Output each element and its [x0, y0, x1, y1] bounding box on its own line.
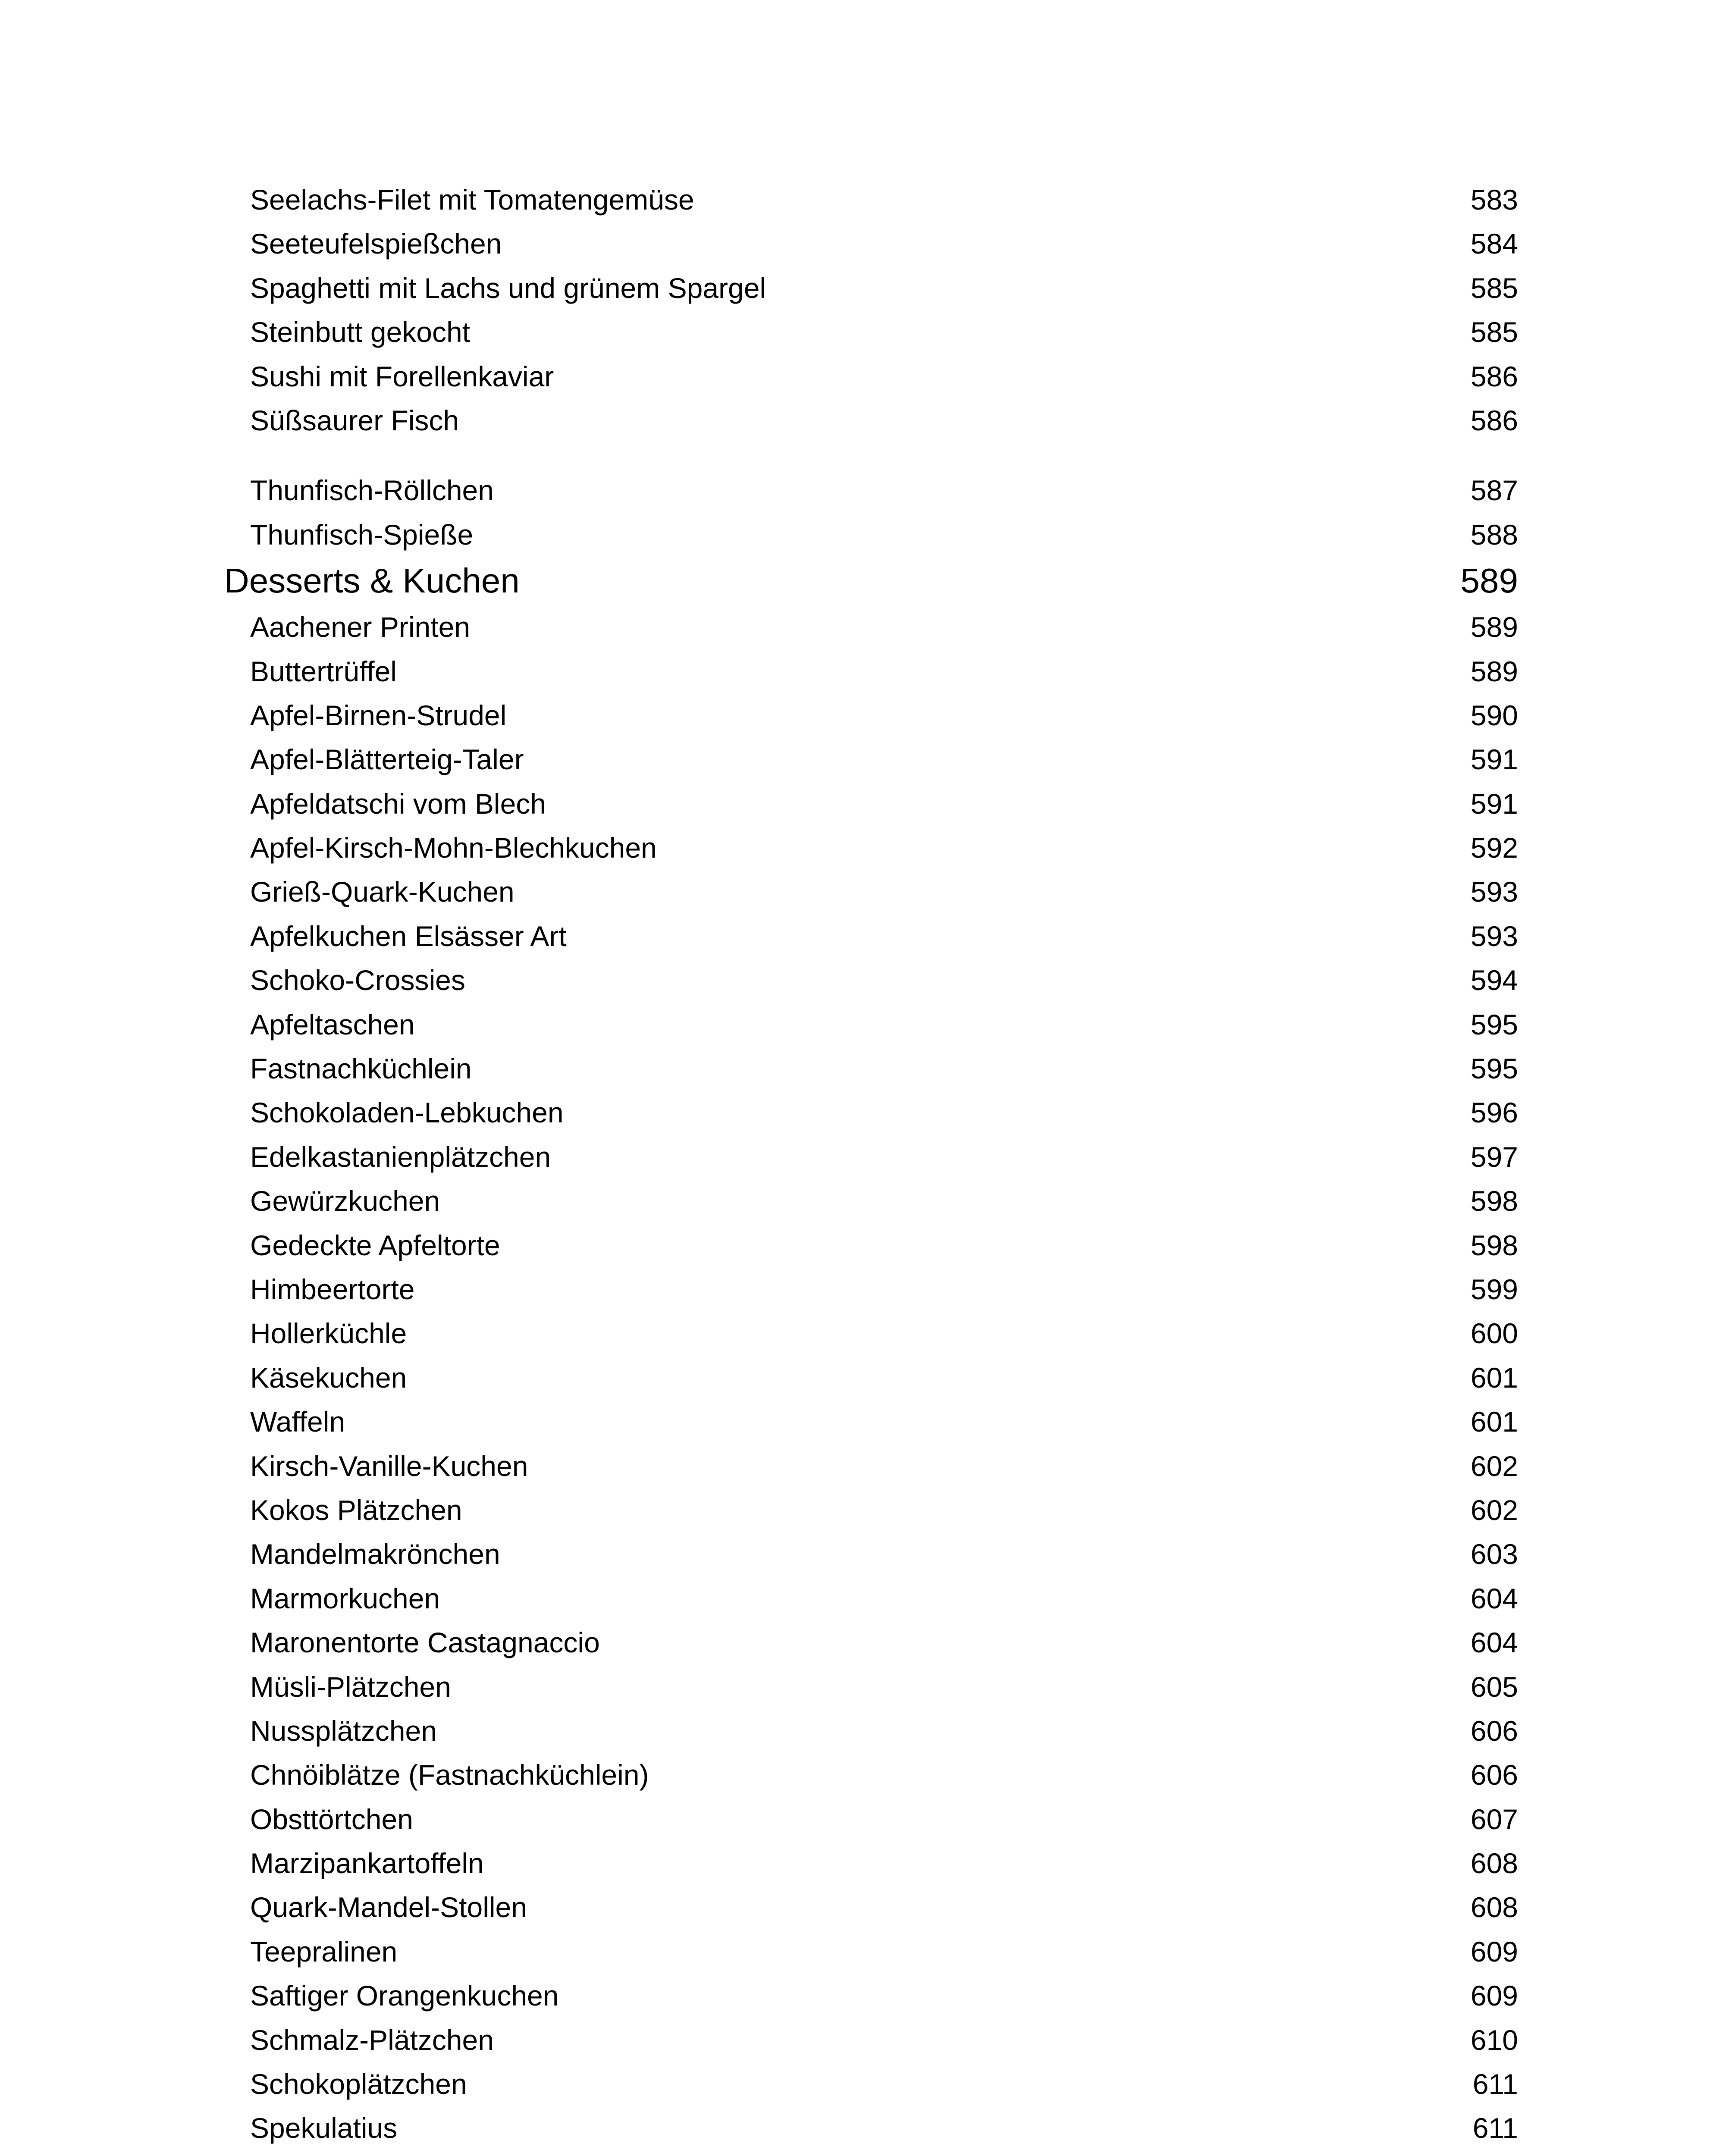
toc-entry-title: Mandelmakrönchen	[250, 1538, 500, 1570]
toc-entry-page-number: 606	[1470, 1714, 1518, 1747]
toc-entry-page-number: 601	[1470, 1406, 1518, 1438]
toc-entry-title: Seeteufelspießchen	[250, 228, 502, 260]
toc-entry-title: Sushi mit Forellenkaviar	[250, 360, 554, 392]
toc-entry-page-number	[1471, 2150, 1518, 2156]
toc-entry-page-number: 610	[1470, 2024, 1518, 2056]
toc-entry-title: Apfel-Kirsch-Mohn-Blechkuchen	[250, 832, 657, 864]
toc-entry[interactable]	[224, 468, 1518, 512]
toc-entry-page-number: 611	[1472, 2112, 1518, 2144]
toc-entry[interactable]	[224, 2150, 1518, 2156]
toc-entry-title: Teepralinen	[250, 1935, 398, 1968]
toc-entry-title: Marzipankartoffeln	[250, 1847, 484, 1880]
toc-entry-title: Quark-Mandel-Stollen	[250, 1891, 527, 1924]
toc-entry[interactable]	[224, 1356, 1518, 1400]
toc-entry-page-number: 600	[1470, 1317, 1518, 1350]
toc-entry-page-number: 585	[1470, 316, 1518, 348]
toc-entry-title: Apfel-Blätterteig-Taler	[250, 743, 524, 776]
toc-entry[interactable]	[224, 914, 1518, 958]
toc-entry-title: Käsekuchen	[250, 1361, 407, 1394]
toc-entry[interactable]	[224, 693, 1518, 737]
toc-entry-title: Schokoplätzchen	[250, 2068, 467, 2100]
toc-entry-title: Apfelkuchen Elsässer Art	[250, 920, 567, 952]
toc-entry-title: Buttertrüffel	[250, 655, 397, 687]
toc-entry-title: Gedeckte Apfeltorte	[250, 1229, 500, 1261]
toc-entry[interactable]	[224, 1444, 1518, 1488]
toc-entry[interactable]	[224, 398, 1518, 442]
section-title: Desserts & Kuchen	[224, 561, 520, 600]
toc-entry-page-number: 604	[1470, 1626, 1518, 1659]
toc-entry-title: Edelkastanienplätzchen	[250, 1141, 551, 1173]
toc-entry-page-number: 611	[1472, 2068, 1518, 2100]
toc-entry-page-number: 608	[1470, 1891, 1518, 1924]
toc-entry-title: Kirsch-Vanille-Kuchen	[250, 1450, 528, 1482]
toc-entry-title: Grieß-Quark-Kuchen	[250, 876, 515, 908]
toc-entry-title: Thunfisch-Röllchen	[250, 474, 494, 507]
toc-entry-page-number: 589	[1470, 611, 1518, 643]
toc-entry-title: Chnöiblätze (Fastnachküchlein)	[250, 1759, 649, 1791]
toc-entry-page-number: 598	[1470, 1229, 1518, 1261]
toc-spacer	[224, 442, 1518, 468]
toc-entry-page-number: 603	[1470, 1538, 1518, 1570]
toc-entry[interactable]	[224, 1841, 1518, 1885]
toc-block-fish-continued	[224, 468, 1518, 557]
toc-entry-page-number: 589	[1470, 655, 1518, 687]
toc-entry-page-number: 594	[1470, 964, 1518, 997]
toc-entry-page-number: 595	[1470, 1008, 1518, 1040]
toc-entry[interactable]	[224, 870, 1518, 914]
toc-entry-title: Maronentorte Castagnaccio	[250, 1626, 600, 1659]
toc-entry-page-number: 592	[1470, 832, 1518, 864]
toc-entry-page-number: 593	[1470, 920, 1518, 952]
toc-entry-page-number: 602	[1470, 1494, 1518, 1526]
toc-entry[interactable]	[224, 1974, 1518, 2018]
toc-entry-page-number: 596	[1470, 1097, 1518, 1129]
toc-entry-title: Kokos Plätzchen	[250, 1494, 462, 1526]
toc-entry[interactable]	[224, 310, 1518, 354]
toc-entry-page-number: 608	[1470, 1847, 1518, 1880]
toc-entry[interactable]	[224, 2018, 1518, 2062]
toc-entry[interactable]	[224, 1576, 1518, 1620]
toc-entry[interactable]	[224, 1665, 1518, 1709]
toc-entry-page-number: 601	[1470, 1361, 1518, 1394]
toc-entry-page-number: 585	[1470, 272, 1518, 304]
toc-entry-title: Thunfisch-Spieße	[250, 518, 474, 551]
toc-entry-page-number: 595	[1470, 1053, 1518, 1085]
toc-entry[interactable]	[224, 1797, 1518, 1841]
toc-entry-title: Spekulatius	[250, 2112, 398, 2144]
toc-entry[interactable]	[224, 782, 1518, 826]
toc-entry[interactable]	[224, 1885, 1518, 1929]
toc-entry[interactable]	[224, 1620, 1518, 1664]
toc-entry[interactable]	[224, 826, 1518, 870]
toc-entry-title: Steinbutt gekocht	[250, 316, 471, 348]
toc-entry[interactable]	[224, 354, 1518, 398]
toc-entry-title: Müsli-Plätzchen	[250, 1670, 451, 1703]
toc-entry[interactable]	[224, 513, 1518, 557]
toc-entry-title: Waffeln	[250, 1406, 345, 1438]
toc-entry-page-number: 591	[1470, 787, 1518, 820]
toc-entry-page-number: 588	[1470, 518, 1518, 551]
toc-entry[interactable]	[224, 222, 1518, 266]
toc-entry[interactable]	[224, 1003, 1518, 1047]
toc-entry-title: Seelachs-Filet mit Tomatengemüse	[250, 184, 694, 216]
toc-entry[interactable]	[224, 1223, 1518, 1267]
toc-entry-page-number: 591	[1470, 743, 1518, 776]
table-of-contents	[224, 178, 1518, 2156]
toc-entry[interactable]	[224, 1488, 1518, 1532]
toc-entry-title: Apfeldatschi vom Blech	[250, 787, 546, 820]
toc-entry-page-number: 602	[1470, 1450, 1518, 1482]
toc-entry[interactable]	[224, 737, 1518, 781]
toc-entry-page-number: 604	[1470, 1582, 1518, 1614]
toc-entry-page-number: 607	[1470, 1803, 1518, 1835]
toc-entry[interactable]	[224, 1267, 1518, 1311]
toc-entry[interactable]	[224, 266, 1518, 310]
toc-entry-title: Himbeertorte	[250, 1273, 415, 1305]
toc-entry-page-number: 606	[1470, 1759, 1518, 1791]
toc-entry-page-number: 583	[1470, 184, 1518, 216]
toc-entry-page-number: 586	[1470, 404, 1518, 436]
toc-entry-title: Obsttörtchen	[250, 1803, 413, 1835]
toc-entry-page-number: 609	[1470, 1980, 1518, 2012]
toc-entry-page-number: 598	[1470, 1185, 1518, 1217]
toc-entry-title: Schokoladen-Lebkuchen	[250, 1097, 564, 1129]
toc-entry[interactable]	[224, 178, 1518, 222]
toc-entry-page-number: 587	[1470, 474, 1518, 507]
toc-entry[interactable]	[224, 1091, 1518, 1134]
toc-entry-title: Schoko-Crossies	[250, 964, 465, 997]
toc-entry-title: Aachener Printen	[250, 611, 470, 643]
toc-entry-title	[250, 2150, 622, 2156]
toc-entry-title: Gewürzkuchen	[250, 1185, 440, 1217]
toc-entry[interactable]	[224, 1532, 1518, 1576]
toc-entry[interactable]	[224, 2062, 1518, 2106]
toc-entry-page-number: 584	[1470, 228, 1518, 260]
section-page-number: 589	[1460, 561, 1518, 600]
toc-entry[interactable]	[224, 605, 1518, 649]
toc-entry[interactable]	[224, 2106, 1518, 2150]
toc-entry-title: Süßsaurer Fisch	[250, 404, 459, 436]
toc-entry-page-number: 586	[1470, 360, 1518, 392]
toc-entry[interactable]	[224, 1047, 1518, 1091]
toc-entry-title: Nussplätzchen	[250, 1714, 437, 1747]
toc-entry-title: Saftiger Orangenkuchen	[250, 1980, 559, 2012]
toc-entry-title: Schmalz-Plätzchen	[250, 2024, 494, 2056]
toc-entry[interactable]	[224, 1179, 1518, 1223]
toc-entry[interactable]	[224, 1135, 1518, 1179]
toc-entry[interactable]	[224, 1311, 1518, 1355]
toc-entry-title: Fastnachküchlein	[250, 1053, 472, 1085]
toc-entry-page-number: 599	[1470, 1273, 1518, 1305]
toc-entry[interactable]	[224, 1709, 1518, 1753]
toc-entry-title: Hollerküchle	[250, 1317, 407, 1350]
toc-entry[interactable]	[224, 958, 1518, 1002]
toc-entry-page-number: 590	[1470, 699, 1518, 731]
toc-entry[interactable]	[224, 1753, 1518, 1797]
toc-entry[interactable]	[224, 649, 1518, 693]
toc-entry-page-number: 597	[1470, 1141, 1518, 1173]
toc-section-heading[interactable]	[224, 557, 1518, 605]
toc-entry-title: Spaghetti mit Lachs und grünem Spargel	[250, 272, 766, 304]
toc-entry-page-number: 609	[1470, 1935, 1518, 1968]
toc-entry[interactable]	[224, 1930, 1518, 1974]
toc-entry[interactable]	[224, 1400, 1518, 1444]
toc-block-desserts	[224, 605, 1518, 2156]
toc-entry-page-number: 593	[1470, 876, 1518, 908]
toc-entry-title: Apfeltaschen	[250, 1008, 415, 1040]
toc-entry-title: Marmorkuchen	[250, 1582, 440, 1614]
toc-block-fish	[224, 178, 1518, 442]
toc-entry-title: Apfel-Birnen-Strudel	[250, 699, 507, 731]
toc-entry-page-number: 605	[1470, 1670, 1518, 1703]
